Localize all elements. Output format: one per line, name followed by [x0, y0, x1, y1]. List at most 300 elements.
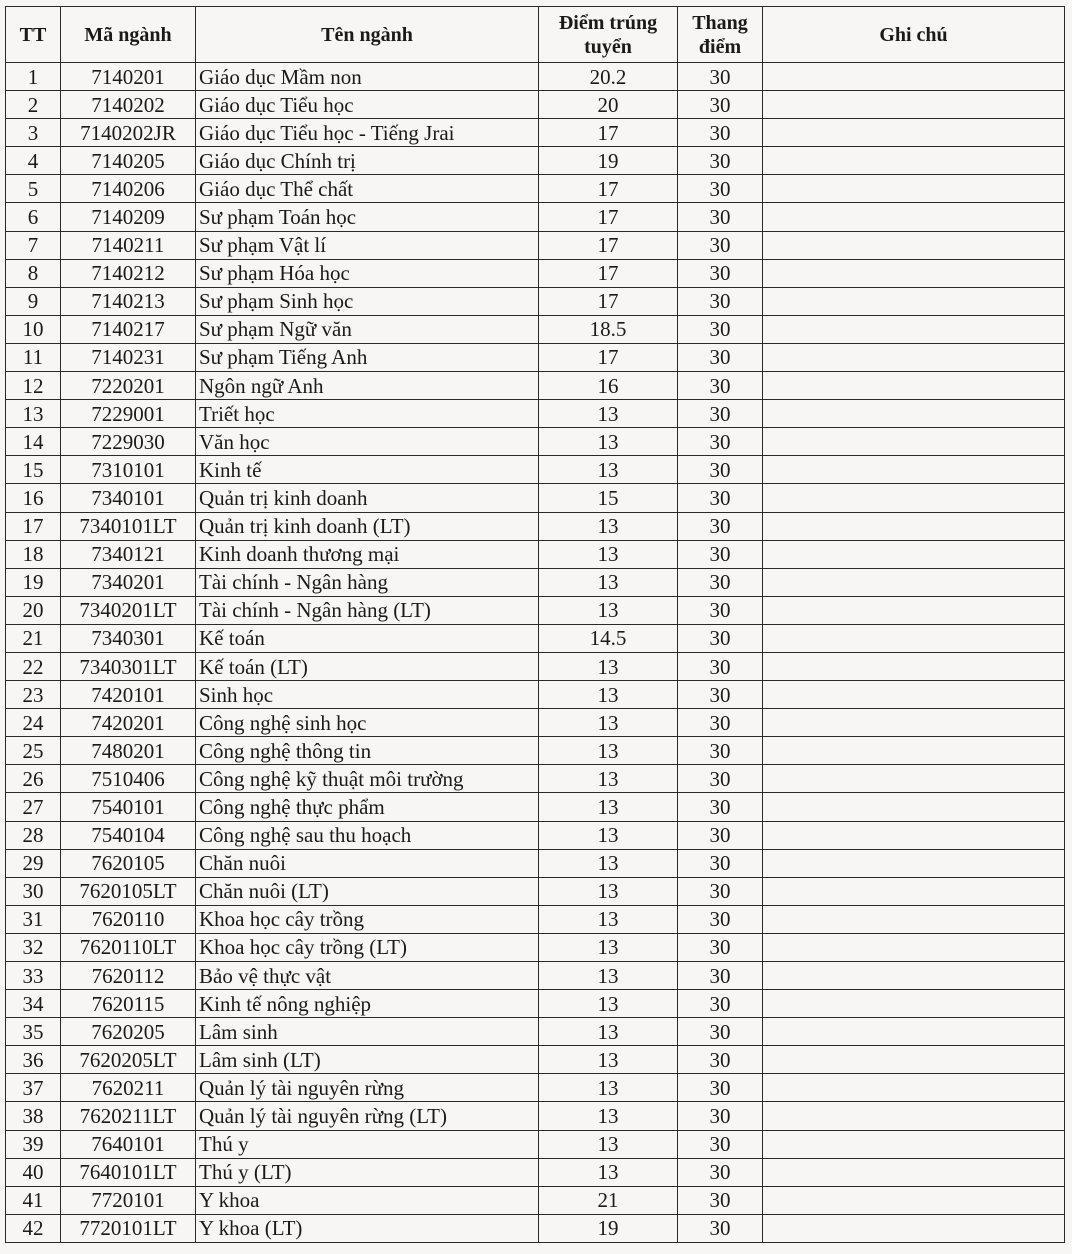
- table-row: [6, 428, 1065, 456]
- table-row: [6, 624, 1065, 652]
- cell-tt: 13: [6, 400, 61, 428]
- cell-ma-nganh: 7620105LT: [61, 877, 196, 905]
- cell-ghi-chu: [763, 905, 1065, 933]
- cell-tt: 2: [6, 91, 61, 119]
- table-row: [6, 737, 1065, 765]
- cell-ma-nganh: 7140213: [61, 287, 196, 315]
- cell-ten-nganh: Sư phạm Tiếng Anh: [196, 343, 539, 371]
- table-row: [6, 1214, 1065, 1242]
- cell-thang-diem: 30: [678, 962, 763, 990]
- admission-scores-table: [5, 6, 1065, 1243]
- cell-tt: 9: [6, 287, 61, 315]
- cell-ma-nganh: 7140206: [61, 175, 196, 203]
- cell-diem-trung-tuyen: 13: [539, 933, 678, 961]
- cell-ma-nganh: 7420201: [61, 709, 196, 737]
- cell-tt: 15: [6, 456, 61, 484]
- cell-tt: 38: [6, 1102, 61, 1130]
- cell-thang-diem: 30: [678, 905, 763, 933]
- cell-diem-trung-tuyen: 13: [539, 990, 678, 1018]
- cell-ten-nganh: Quản trị kinh doanh: [196, 484, 539, 512]
- cell-ma-nganh: 7140217: [61, 315, 196, 343]
- cell-thang-diem: 30: [678, 624, 763, 652]
- table-row: [6, 652, 1065, 680]
- cell-ma-nganh: 7340101LT: [61, 512, 196, 540]
- cell-thang-diem: 30: [678, 990, 763, 1018]
- cell-ma-nganh: 7540101: [61, 793, 196, 821]
- cell-tt: 11: [6, 343, 61, 371]
- cell-ten-nganh: Y khoa: [196, 1186, 539, 1214]
- cell-tt: 1: [6, 63, 61, 91]
- cell-diem-trung-tuyen: 13: [539, 568, 678, 596]
- cell-ten-nganh: Quản lý tài nguyên rừng (LT): [196, 1102, 539, 1130]
- cell-thang-diem: 30: [678, 737, 763, 765]
- cell-ghi-chu: [763, 63, 1065, 91]
- cell-thang-diem: 30: [678, 681, 763, 709]
- cell-diem-trung-tuyen: 13: [539, 765, 678, 793]
- table-row: [6, 1018, 1065, 1046]
- cell-ma-nganh: 7340201LT: [61, 596, 196, 624]
- cell-tt: 21: [6, 624, 61, 652]
- cell-tt: 26: [6, 765, 61, 793]
- cell-ten-nganh: Khoa học cây trồng (LT): [196, 933, 539, 961]
- cell-ma-nganh: 7620205LT: [61, 1046, 196, 1074]
- header-ghi-chu: Ghi chú: [763, 7, 1065, 63]
- cell-ma-nganh: 7140202JR: [61, 119, 196, 147]
- cell-diem-trung-tuyen: 13: [539, 877, 678, 905]
- cell-ma-nganh: 7340101: [61, 484, 196, 512]
- cell-ghi-chu: [763, 400, 1065, 428]
- cell-ten-nganh: Kế toán: [196, 624, 539, 652]
- header-ma-nganh: Mã ngành: [61, 7, 196, 63]
- cell-ghi-chu: [763, 652, 1065, 680]
- cell-ghi-chu: [763, 540, 1065, 568]
- cell-diem-trung-tuyen: 13: [539, 512, 678, 540]
- cell-diem-trung-tuyen: 13: [539, 652, 678, 680]
- cell-thang-diem: 30: [678, 1074, 763, 1102]
- cell-ma-nganh: 7340121: [61, 540, 196, 568]
- table-row: [6, 259, 1065, 287]
- cell-ma-nganh: 7420101: [61, 681, 196, 709]
- cell-ghi-chu: [763, 372, 1065, 400]
- table-row: [6, 372, 1065, 400]
- table-row: [6, 596, 1065, 624]
- cell-ten-nganh: Kinh doanh thương mại: [196, 540, 539, 568]
- table-header-row: [6, 7, 1065, 63]
- cell-ghi-chu: [763, 147, 1065, 175]
- cell-ghi-chu: [763, 1046, 1065, 1074]
- cell-tt: 39: [6, 1130, 61, 1158]
- cell-ma-nganh: 7620110: [61, 905, 196, 933]
- cell-thang-diem: 30: [678, 231, 763, 259]
- cell-thang-diem: 30: [678, 175, 763, 203]
- cell-ten-nganh: Thú y: [196, 1130, 539, 1158]
- table-row: [6, 962, 1065, 990]
- table-row: [6, 905, 1065, 933]
- cell-diem-trung-tuyen: 13: [539, 737, 678, 765]
- cell-ma-nganh: 7620211LT: [61, 1102, 196, 1130]
- cell-ten-nganh: Chăn nuôi (LT): [196, 877, 539, 905]
- cell-diem-trung-tuyen: 18.5: [539, 315, 678, 343]
- cell-tt: 12: [6, 372, 61, 400]
- cell-diem-trung-tuyen: 13: [539, 849, 678, 877]
- cell-diem-trung-tuyen: 17: [539, 203, 678, 231]
- cell-thang-diem: 30: [678, 709, 763, 737]
- table-row: [6, 175, 1065, 203]
- cell-thang-diem: 30: [678, 512, 763, 540]
- cell-ten-nganh: Tài chính - Ngân hàng (LT): [196, 596, 539, 624]
- cell-ghi-chu: [763, 1074, 1065, 1102]
- header-tt: TT: [6, 7, 61, 63]
- cell-ghi-chu: [763, 1158, 1065, 1186]
- cell-ghi-chu: [763, 175, 1065, 203]
- cell-thang-diem: 30: [678, 1102, 763, 1130]
- cell-ma-nganh: 7620205: [61, 1018, 196, 1046]
- cell-ma-nganh: 7640101LT: [61, 1158, 196, 1186]
- cell-ten-nganh: Công nghệ kỹ thuật môi trường: [196, 765, 539, 793]
- cell-ghi-chu: [763, 1018, 1065, 1046]
- cell-diem-trung-tuyen: 17: [539, 287, 678, 315]
- cell-ma-nganh: 7140211: [61, 231, 196, 259]
- cell-ghi-chu: [763, 231, 1065, 259]
- cell-ma-nganh: 7140201: [61, 63, 196, 91]
- cell-ma-nganh: 7220201: [61, 372, 196, 400]
- cell-diem-trung-tuyen: 13: [539, 905, 678, 933]
- cell-diem-trung-tuyen: 17: [539, 175, 678, 203]
- cell-ghi-chu: [763, 877, 1065, 905]
- cell-tt: 28: [6, 821, 61, 849]
- cell-ghi-chu: [763, 484, 1065, 512]
- cell-tt: 37: [6, 1074, 61, 1102]
- cell-ma-nganh: 7229030: [61, 428, 196, 456]
- cell-diem-trung-tuyen: 13: [539, 1158, 678, 1186]
- table-row: [6, 568, 1065, 596]
- cell-thang-diem: 30: [678, 147, 763, 175]
- table-row: [6, 990, 1065, 1018]
- cell-ma-nganh: 7340301LT: [61, 652, 196, 680]
- cell-ten-nganh: Công nghệ sau thu hoạch: [196, 821, 539, 849]
- cell-thang-diem: 30: [678, 849, 763, 877]
- table-row: [6, 231, 1065, 259]
- cell-tt: 33: [6, 962, 61, 990]
- cell-thang-diem: 30: [678, 456, 763, 484]
- table-row: [6, 484, 1065, 512]
- cell-diem-trung-tuyen: 17: [539, 259, 678, 287]
- cell-diem-trung-tuyen: 13: [539, 540, 678, 568]
- cell-ten-nganh: Giáo dục Tiểu học - Tiếng Jrai: [196, 119, 539, 147]
- cell-ghi-chu: [763, 1214, 1065, 1242]
- cell-diem-trung-tuyen: 13: [539, 1046, 678, 1074]
- cell-ten-nganh: Sinh học: [196, 681, 539, 709]
- table-row: [6, 147, 1065, 175]
- cell-ghi-chu: [763, 849, 1065, 877]
- cell-ma-nganh: 7140209: [61, 203, 196, 231]
- cell-ghi-chu: [763, 681, 1065, 709]
- table-row: [6, 1046, 1065, 1074]
- cell-ghi-chu: [763, 1186, 1065, 1214]
- cell-ten-nganh: Triết học: [196, 400, 539, 428]
- table-row: [6, 1074, 1065, 1102]
- cell-tt: 4: [6, 147, 61, 175]
- table-row: [6, 203, 1065, 231]
- table-row: [6, 91, 1065, 119]
- cell-ten-nganh: Sư phạm Vật lí: [196, 231, 539, 259]
- cell-diem-trung-tuyen: 13: [539, 1074, 678, 1102]
- cell-tt: 7: [6, 231, 61, 259]
- cell-ghi-chu: [763, 962, 1065, 990]
- cell-tt: 34: [6, 990, 61, 1018]
- cell-tt: 27: [6, 793, 61, 821]
- table-row: [6, 512, 1065, 540]
- cell-thang-diem: 30: [678, 1186, 763, 1214]
- cell-thang-diem: 30: [678, 933, 763, 961]
- cell-tt: 42: [6, 1214, 61, 1242]
- cell-ghi-chu: [763, 119, 1065, 147]
- cell-ten-nganh: Y khoa (LT): [196, 1214, 539, 1242]
- cell-thang-diem: 30: [678, 203, 763, 231]
- cell-ghi-chu: [763, 259, 1065, 287]
- cell-ten-nganh: Công nghệ thông tin: [196, 737, 539, 765]
- cell-ten-nganh: Thú y (LT): [196, 1158, 539, 1186]
- cell-diem-trung-tuyen: 16: [539, 372, 678, 400]
- cell-diem-trung-tuyen: 13: [539, 709, 678, 737]
- cell-ten-nganh: Giáo dục Chính trị: [196, 147, 539, 175]
- cell-ten-nganh: Công nghệ sinh học: [196, 709, 539, 737]
- cell-thang-diem: 30: [678, 793, 763, 821]
- table-row: [6, 877, 1065, 905]
- cell-ten-nganh: Sư phạm Toán học: [196, 203, 539, 231]
- cell-diem-trung-tuyen: 13: [539, 1102, 678, 1130]
- cell-thang-diem: 30: [678, 428, 763, 456]
- cell-ten-nganh: Kinh tế: [196, 456, 539, 484]
- cell-diem-trung-tuyen: 17: [539, 119, 678, 147]
- table-row: [6, 709, 1065, 737]
- cell-thang-diem: 30: [678, 484, 763, 512]
- cell-ten-nganh: Lâm sinh: [196, 1018, 539, 1046]
- cell-ghi-chu: [763, 765, 1065, 793]
- cell-thang-diem: 30: [678, 765, 763, 793]
- cell-ghi-chu: [763, 1102, 1065, 1130]
- cell-ma-nganh: 7229001: [61, 400, 196, 428]
- cell-diem-trung-tuyen: 13: [539, 681, 678, 709]
- cell-thang-diem: 30: [678, 63, 763, 91]
- cell-ma-nganh: 7140212: [61, 259, 196, 287]
- cell-ma-nganh: 7310101: [61, 456, 196, 484]
- cell-tt: 30: [6, 877, 61, 905]
- table-row: [6, 681, 1065, 709]
- cell-diem-trung-tuyen: 13: [539, 428, 678, 456]
- cell-diem-trung-tuyen: 19: [539, 147, 678, 175]
- cell-diem-trung-tuyen: 13: [539, 456, 678, 484]
- cell-thang-diem: 30: [678, 372, 763, 400]
- cell-ten-nganh: Sư phạm Ngữ văn: [196, 315, 539, 343]
- cell-tt: 3: [6, 119, 61, 147]
- cell-thang-diem: 30: [678, 596, 763, 624]
- table-row: [6, 1186, 1065, 1214]
- cell-tt: 41: [6, 1186, 61, 1214]
- cell-ghi-chu: [763, 512, 1065, 540]
- cell-ten-nganh: Ngôn ngữ Anh: [196, 372, 539, 400]
- cell-thang-diem: 30: [678, 1130, 763, 1158]
- cell-ten-nganh: Văn học: [196, 428, 539, 456]
- cell-ma-nganh: 7620112: [61, 962, 196, 990]
- cell-diem-trung-tuyen: 15: [539, 484, 678, 512]
- table-row: [6, 933, 1065, 961]
- table-row: [6, 287, 1065, 315]
- cell-ma-nganh: 7620211: [61, 1074, 196, 1102]
- table-row: [6, 119, 1065, 147]
- cell-diem-trung-tuyen: 13: [539, 821, 678, 849]
- cell-ten-nganh: Công nghệ thực phẩm: [196, 793, 539, 821]
- cell-diem-trung-tuyen: 13: [539, 1130, 678, 1158]
- cell-ma-nganh: 7510406: [61, 765, 196, 793]
- table-row: [6, 1102, 1065, 1130]
- cell-thang-diem: 30: [678, 1214, 763, 1242]
- table-row: [6, 343, 1065, 371]
- cell-ghi-chu: [763, 821, 1065, 849]
- cell-ten-nganh: Sư phạm Hóa học: [196, 259, 539, 287]
- cell-thang-diem: 30: [678, 540, 763, 568]
- cell-diem-trung-tuyen: 13: [539, 1018, 678, 1046]
- cell-ma-nganh: 7340201: [61, 568, 196, 596]
- cell-tt: 25: [6, 737, 61, 765]
- cell-thang-diem: 30: [678, 91, 763, 119]
- cell-ten-nganh: Giáo dục Mầm non: [196, 63, 539, 91]
- cell-tt: 5: [6, 175, 61, 203]
- cell-ghi-chu: [763, 737, 1065, 765]
- cell-ma-nganh: 7620110LT: [61, 933, 196, 961]
- cell-tt: 32: [6, 933, 61, 961]
- cell-ma-nganh: 7140205: [61, 147, 196, 175]
- cell-tt: 16: [6, 484, 61, 512]
- table-row: [6, 821, 1065, 849]
- cell-thang-diem: 30: [678, 259, 763, 287]
- cell-tt: 20: [6, 596, 61, 624]
- cell-ten-nganh: Giáo dục Thể chất: [196, 175, 539, 203]
- cell-ma-nganh: 7140202: [61, 91, 196, 119]
- cell-ghi-chu: [763, 343, 1065, 371]
- cell-ten-nganh: Tài chính - Ngân hàng: [196, 568, 539, 596]
- cell-tt: 40: [6, 1158, 61, 1186]
- cell-thang-diem: 30: [678, 652, 763, 680]
- cell-ma-nganh: 7620105: [61, 849, 196, 877]
- cell-tt: 14: [6, 428, 61, 456]
- cell-ghi-chu: [763, 793, 1065, 821]
- table-row: [6, 315, 1065, 343]
- cell-thang-diem: 30: [678, 568, 763, 596]
- cell-tt: 24: [6, 709, 61, 737]
- cell-ghi-chu: [763, 933, 1065, 961]
- cell-ma-nganh: 7340301: [61, 624, 196, 652]
- cell-ten-nganh: Sư phạm Sinh học: [196, 287, 539, 315]
- cell-ma-nganh: 7720101: [61, 1186, 196, 1214]
- cell-ten-nganh: Giáo dục Tiểu học: [196, 91, 539, 119]
- cell-ghi-chu: [763, 287, 1065, 315]
- table-body: [6, 63, 1065, 1243]
- cell-tt: 17: [6, 512, 61, 540]
- cell-thang-diem: 30: [678, 343, 763, 371]
- cell-ten-nganh: Chăn nuôi: [196, 849, 539, 877]
- admission-scores-sheet: [5, 6, 1065, 1243]
- cell-thang-diem: 30: [678, 119, 763, 147]
- cell-ghi-chu: [763, 203, 1065, 231]
- cell-diem-trung-tuyen: 13: [539, 596, 678, 624]
- cell-ghi-chu: [763, 568, 1065, 596]
- cell-ma-nganh: 7480201: [61, 737, 196, 765]
- cell-thang-diem: 30: [678, 400, 763, 428]
- cell-diem-trung-tuyen: 13: [539, 400, 678, 428]
- cell-ghi-chu: [763, 709, 1065, 737]
- header-ten-nganh: Tên ngành: [196, 7, 539, 63]
- cell-ghi-chu: [763, 1130, 1065, 1158]
- cell-diem-trung-tuyen: 20: [539, 91, 678, 119]
- table-row: [6, 765, 1065, 793]
- cell-ma-nganh: 7140231: [61, 343, 196, 371]
- cell-ma-nganh: 7540104: [61, 821, 196, 849]
- cell-ma-nganh: 7720101LT: [61, 1214, 196, 1242]
- cell-ma-nganh: 7620115: [61, 990, 196, 1018]
- cell-ghi-chu: [763, 596, 1065, 624]
- cell-tt: 6: [6, 203, 61, 231]
- cell-thang-diem: 30: [678, 877, 763, 905]
- cell-ghi-chu: [763, 428, 1065, 456]
- cell-diem-trung-tuyen: 19: [539, 1214, 678, 1242]
- cell-tt: 18: [6, 540, 61, 568]
- cell-thang-diem: 30: [678, 1018, 763, 1046]
- table-row: [6, 849, 1065, 877]
- cell-tt: 35: [6, 1018, 61, 1046]
- cell-diem-trung-tuyen: 20.2: [539, 63, 678, 91]
- cell-diem-trung-tuyen: 14.5: [539, 624, 678, 652]
- table-row: [6, 1130, 1065, 1158]
- cell-tt: 36: [6, 1046, 61, 1074]
- cell-tt: 23: [6, 681, 61, 709]
- cell-ten-nganh: Khoa học cây trồng: [196, 905, 539, 933]
- cell-diem-trung-tuyen: 21: [539, 1186, 678, 1214]
- cell-ten-nganh: Quản trị kinh doanh (LT): [196, 512, 539, 540]
- cell-ghi-chu: [763, 624, 1065, 652]
- header-thang-diem: Thang điểm: [678, 7, 763, 63]
- cell-diem-trung-tuyen: 13: [539, 962, 678, 990]
- cell-thang-diem: 30: [678, 315, 763, 343]
- cell-ten-nganh: Kinh tế nông nghiệp: [196, 990, 539, 1018]
- cell-ghi-chu: [763, 990, 1065, 1018]
- cell-tt: 31: [6, 905, 61, 933]
- cell-thang-diem: 30: [678, 821, 763, 849]
- cell-tt: 29: [6, 849, 61, 877]
- cell-ten-nganh: Lâm sinh (LT): [196, 1046, 539, 1074]
- table-row: [6, 400, 1065, 428]
- cell-ten-nganh: Bảo vệ thực vật: [196, 962, 539, 990]
- table-row: [6, 540, 1065, 568]
- cell-thang-diem: 30: [678, 1158, 763, 1186]
- cell-diem-trung-tuyen: 17: [539, 231, 678, 259]
- table-row: [6, 456, 1065, 484]
- cell-thang-diem: 30: [678, 1046, 763, 1074]
- cell-ten-nganh: Kế toán (LT): [196, 652, 539, 680]
- cell-tt: 8: [6, 259, 61, 287]
- table-row: [6, 793, 1065, 821]
- cell-tt: 19: [6, 568, 61, 596]
- cell-tt: 22: [6, 652, 61, 680]
- cell-thang-diem: 30: [678, 287, 763, 315]
- header-diem-trung-tuyen: Điểm trúng tuyển: [539, 7, 678, 63]
- cell-diem-trung-tuyen: 17: [539, 343, 678, 371]
- cell-tt: 10: [6, 315, 61, 343]
- cell-ten-nganh: Quản lý tài nguyên rừng: [196, 1074, 539, 1102]
- table-row: [6, 1158, 1065, 1186]
- cell-diem-trung-tuyen: 13: [539, 793, 678, 821]
- cell-ma-nganh: 7640101: [61, 1130, 196, 1158]
